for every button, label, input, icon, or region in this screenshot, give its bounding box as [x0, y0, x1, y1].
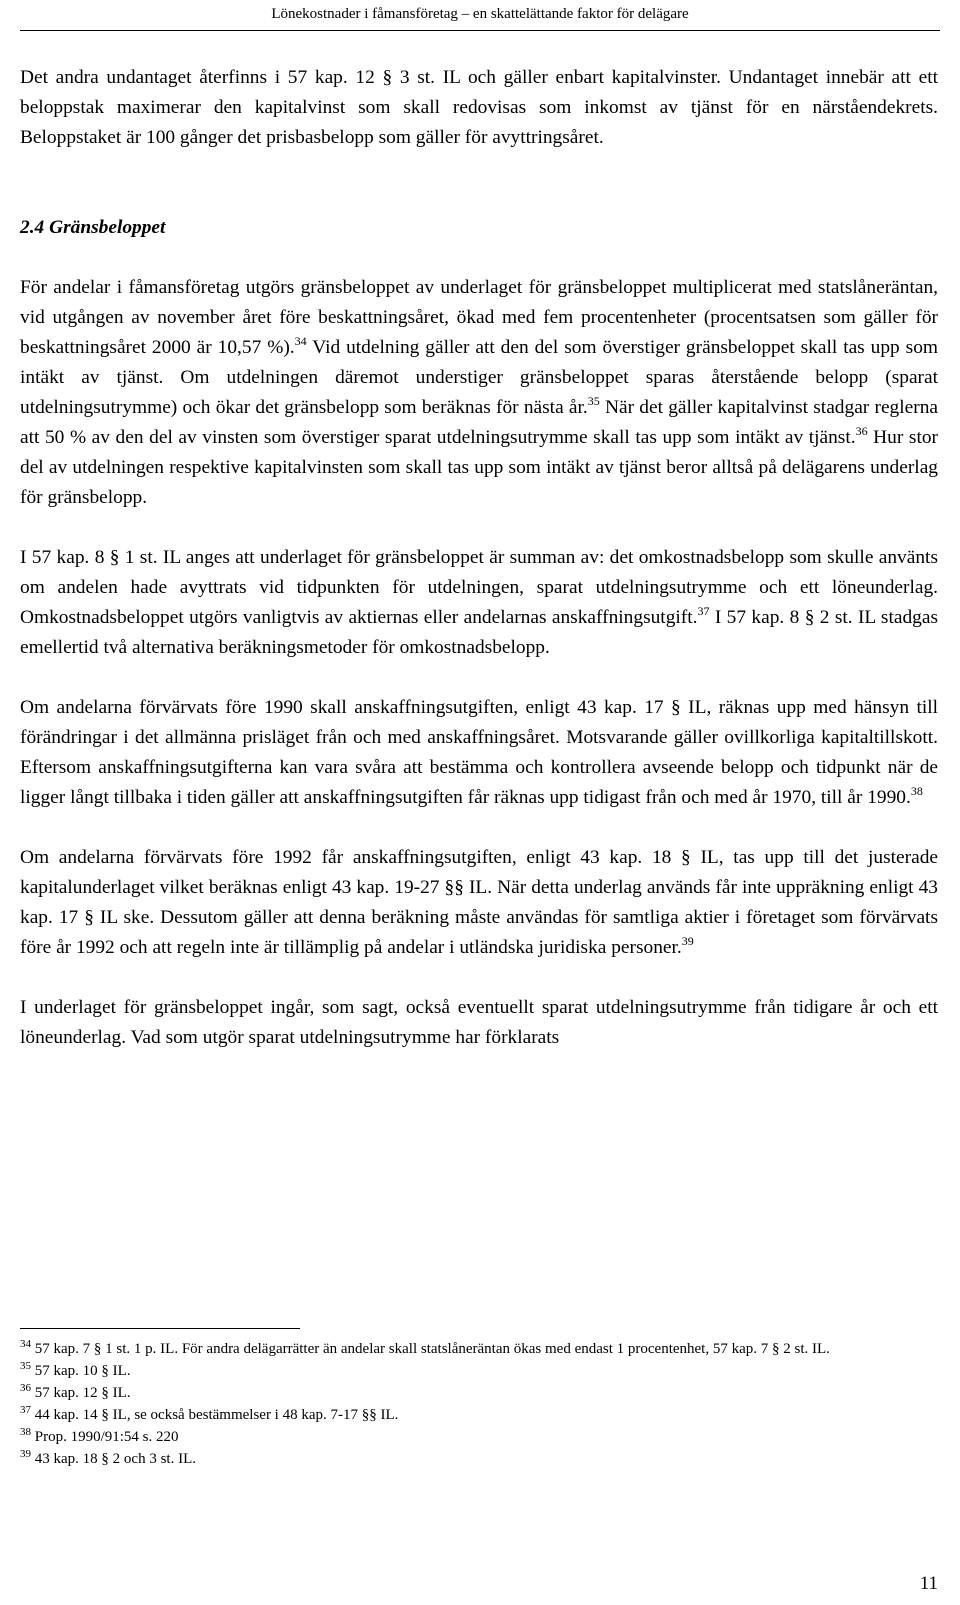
footnote	[20, 1360, 938, 1382]
footnote-text: 57 kap. 10 § IL.	[31, 1363, 131, 1379]
footnote	[20, 1338, 938, 1360]
running-header: Lönekostnader i fåmansföretag – en skattelättande faktor för delägare	[271, 6, 689, 22]
text-run: I 57 kap. 8 § 2 st. IL stadgas emellertid två alternativa beräkningsmetoder för omkostnadsbelopp.	[20, 607, 939, 658]
footnote-text: 57 kap. 7 § 1 st. 1 p. IL. För andra delägarrätter än andelar skall statslåneräntan ökas med endast 1 procentenhet, 57 kap. 7 § 2 st. IL.	[31, 1341, 830, 1357]
text-run: Vid utdelning gäller att den del som överstiger gränsbeloppet skall tas upp som intäkt av tjänst. Om utdelningen däremot understiger gränsbeloppet sparas återstående belopp (sparat utdelningsutrymme) och ökar det gränsbelopp som beräknas för nästa år.	[20, 337, 939, 418]
footnote-number: 38	[20, 1426, 31, 1438]
footnote-number: 35	[20, 1360, 31, 1372]
footnote	[20, 1382, 938, 1404]
footnote-text: 57 kap. 12 § IL.	[31, 1385, 131, 1401]
footnote-text: Prop. 1990/91:54 s. 220	[31, 1429, 179, 1445]
page-number: 11	[919, 1573, 938, 1594]
footnote-ref[interactable]: 35	[587, 394, 600, 408]
footnote-ref[interactable]: 36	[855, 424, 868, 438]
header-rule	[20, 30, 940, 31]
text-run: För andelar i fåmansföretag utgörs gränsbeloppet av underlaget för gränsbeloppet multiplicerat med statslåneräntan, vid utgången av november året före beskattningsåret, ökad med fem procentenheter (procentsatsen som gäller för beskattningsåret 2000 är 10,57 %).	[20, 277, 938, 358]
text-run: Om andelarna förvärvats före 1990 skall anskaffningsutgiften, enligt 43 kap. 17 § IL, räknas upp med hänsyn till förändringar i det allmänna prisläget från och med anskaffningsåret. Motsvarande gäller ovillkorliga kapitaltillskott. Eftersom anskaffningsutgifterna kan vara svåra att bestämma och kontrollera avseende belopp och tidpunkt när de ligger långt tillbaka i tiden gäller att anskaffningsutgiften får räknas upp tidigast från och med år 1970, till år 1990.	[20, 697, 938, 808]
footnotes	[20, 1338, 938, 1470]
footnote-ref[interactable]: 38	[910, 784, 923, 798]
footnote	[20, 1404, 938, 1426]
text-run: Om andelarna förvärvats före 1992 får anskaffningsutgiften, enligt 43 kap. 18 § IL, tas upp till det justerade kapitalunderlaget vilket beräknas enligt 43 kap. 19-27 §§ IL. När detta underlag används får inte uppräkning enligt 43 kap. 17 § IL ske. Dessutom gäller att denna beräkning måste användas för samtliga aktier i företaget som förvärvats före år 1992 och att regeln inte är tillämplig på andelar i utländska juridiska personer.	[20, 847, 938, 958]
paragraph-loneunderlag: I underlaget för gränsbeloppet ingår, som sagt, också eventuellt sparat utdelningsutrymme från tidigare år och ett löneunderlag. Vad som utgör sparat utdelningsutrymme har förklarats	[20, 997, 938, 1048]
footnote-number: 34	[20, 1338, 31, 1350]
page-body	[20, 63, 938, 1053]
footnote-text: 44 kap. 14 § IL, se också bestämmelser i 48 kap. 7-17 §§ IL.	[31, 1407, 399, 1423]
footnote	[20, 1448, 938, 1470]
paragraph-fore-1990	[20, 693, 938, 813]
section-heading: 2.4 Gränsbeloppet	[20, 217, 166, 238]
footnote-ref[interactable]: 34	[294, 334, 307, 348]
footnote-ref[interactable]: 37	[697, 604, 710, 618]
footnote-number: 36	[20, 1382, 31, 1394]
footnote-separator	[20, 1328, 300, 1329]
footnote-number: 37	[20, 1404, 31, 1416]
text-run: I 57 kap. 8 § 1 st. IL anges att underlaget för gränsbeloppet är summan av: det omkostnadsbelopp som skulle använts om andelen hade avyttrats vid tidpunkten för utdelningen, sparat utdelningsutrymme och ett löneunderlag. Omkostnadsbeloppet utgörs vanligtvis av aktiernas eller andelarnas anskaffningsutgift.	[20, 547, 938, 628]
footnote-ref[interactable]: 39	[681, 934, 694, 948]
footnote	[20, 1426, 938, 1448]
paragraph-exception: Det andra undantaget återfinns i 57 kap. 12 § 3 st. IL och gäller enbart kapitalvinster. Undantaget innebär att ett beloppstak maximerar den kapitalvinst som skall redovisas som inkomst av tjänst för en närståendekrets. Beloppstaket är 100 gånger det prisbasbelopp som gäller för avyttringsåret.	[20, 67, 938, 148]
paragraph-fore-1992	[20, 843, 938, 963]
footnote-number: 39	[20, 1448, 31, 1460]
text-run: När det gäller kapitalvinst stadgar reglerna att 50 % av den del av vinsten som överstiger sparat utdelningsutrymme skall tas upp som intäkt av tjänst.	[20, 397, 938, 448]
text-run: Hur stor del av utdelningen respektive kapitalvinsten som skall tas upp som intäkt av tjänst beror alltså på delägarens underlag för gränsbelopp.	[20, 427, 939, 508]
footnote-text: 43 kap. 18 § 2 och 3 st. IL.	[31, 1451, 196, 1467]
paragraph-underlag	[20, 543, 938, 663]
paragraph-gransbelopp	[20, 273, 938, 513]
